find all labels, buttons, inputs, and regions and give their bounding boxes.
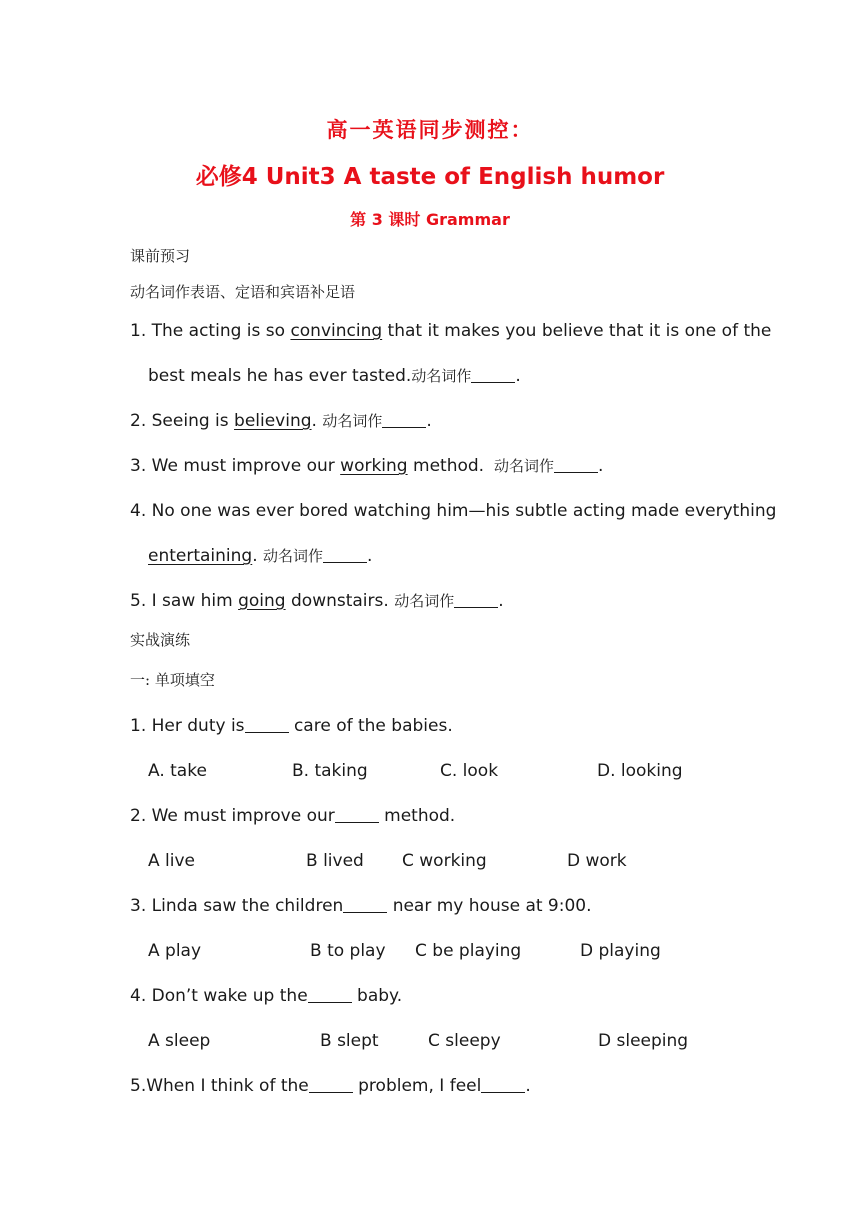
answer-blank[interactable] [308, 986, 352, 1003]
answer-blank[interactable] [245, 716, 289, 733]
answer-blank[interactable] [481, 1076, 525, 1093]
question: 5.When I think of the problem, I feel . [130, 1076, 531, 1096]
option-a[interactable]: A live [148, 851, 195, 871]
question: 4. Don’t wake up the baby. [130, 986, 403, 1006]
option-b[interactable]: B to play [310, 941, 386, 961]
preview-item: 4. No one was ever bored watching him—his subtle acting made everything [130, 501, 777, 521]
preview-item-continuation: entertaining. 动名词作 . [148, 546, 373, 566]
preview-heading: 课前预习 [130, 247, 191, 265]
answer-blank[interactable] [335, 806, 379, 823]
option-a[interactable]: A play [148, 941, 202, 961]
answer-blank[interactable] [471, 366, 515, 383]
option-b[interactable]: B slept [320, 1031, 379, 1051]
option-b[interactable]: B lived [306, 851, 364, 871]
question: 1. Her duty is care of the babies. [130, 716, 453, 736]
answer-blank[interactable] [382, 411, 426, 428]
practice-heading: 实战演练 [130, 631, 191, 649]
option-c[interactable]: C. look [440, 761, 499, 781]
preview-item: 5. I saw him going downstairs. 动名词作 . [130, 591, 504, 611]
answer-blank[interactable] [554, 456, 598, 473]
unit-title: 必修4 Unit3 A taste of English humor [195, 164, 665, 190]
question: 3. Linda saw the children near my house at 9:00. [130, 896, 592, 916]
option-a[interactable]: A sleep [148, 1031, 211, 1051]
answer-blank[interactable] [343, 896, 387, 913]
preview-item-tag: 动名词作 . [494, 456, 604, 476]
practice-section: 一: 单项填空 [130, 671, 215, 689]
page-title: 高一英语同步测控： [326, 118, 534, 142]
option-d[interactable]: D sleeping [598, 1031, 689, 1051]
preview-item: 1. The acting is so convincing that it makes you believe that it is one of the [130, 321, 772, 341]
answer-blank[interactable] [454, 591, 498, 608]
option-d[interactable]: D work [567, 851, 627, 871]
option-d[interactable]: D. looking [597, 761, 683, 781]
answer-blank[interactable] [323, 546, 367, 563]
answer-blank[interactable] [309, 1076, 353, 1093]
preview-item-continuation: best meals he has ever tasted.动名词作 . [148, 366, 521, 386]
option-c[interactable]: C sleepy [428, 1031, 501, 1051]
question: 2. We must improve our method. [130, 806, 456, 826]
option-a[interactable]: A. take [148, 761, 207, 781]
preview-item: 2. Seeing is believing. 动名词作 . [130, 411, 432, 431]
preview-item: 3. We must improve our working method. [130, 456, 485, 476]
option-b[interactable]: B. taking [292, 761, 368, 781]
lesson-title: 第 3 课时 Grammar [350, 210, 510, 229]
option-d[interactable]: D playing [580, 941, 661, 961]
option-c[interactable]: C be playing [415, 941, 522, 961]
preview-topic: 动名词作表语、定语和宾语补足语 [130, 283, 356, 301]
option-c[interactable]: C working [402, 851, 487, 871]
